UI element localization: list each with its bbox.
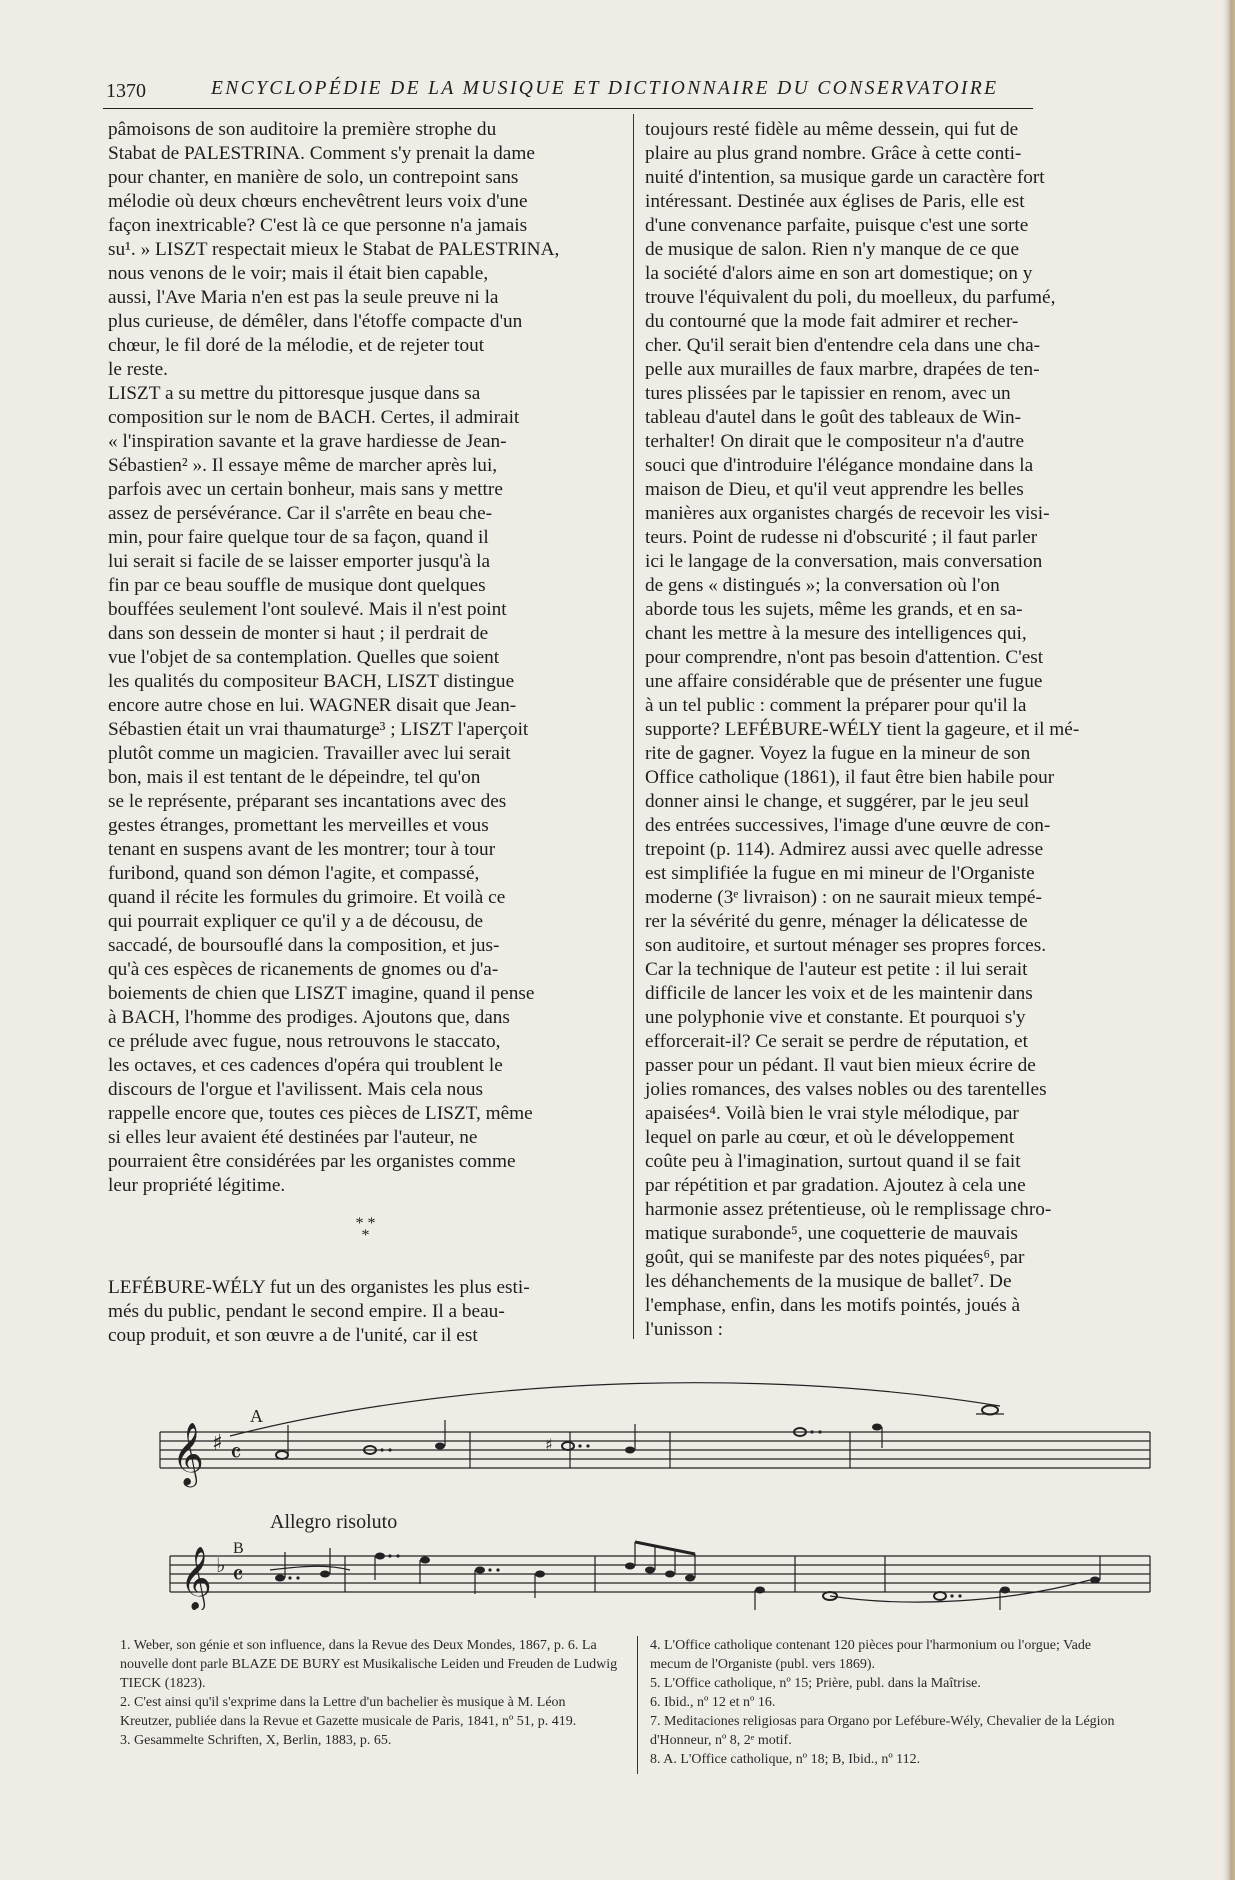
footnote-8: 8. A. L'Office catholique, nº 18; B, Ibid., nº 112. [650, 1752, 921, 1767]
page-edge [1223, 0, 1235, 1880]
right-column [645, 118, 1155, 1342]
footnote-7: 7. Meditaciones religiosas para Organo por Lefébure-Wély, Chevalier de la Légion d'Honneur, nº 8, 2ᵉ motif. [650, 1714, 1115, 1748]
common-time-icon: 𝄴 [230, 1439, 242, 1469]
left-column [108, 118, 623, 1348]
footnote-4: 4. L'Office catholique contenant 120 pièces pour l'harmonium ou l'orgue; Vade mecum de l'Organiste (publ. vers 1869). [650, 1638, 1092, 1672]
flat-icon: ♭ [216, 1553, 226, 1577]
treble-clef-icon: 𝄞 [172, 1422, 204, 1485]
column-divider [633, 114, 634, 1339]
label-a: A [250, 1406, 263, 1426]
footnote-2: 2. C'est ainsi qu'il s'exprime dans la Lettre d'un bachelier ès musique à M. Léon Kreutzer, publiée dans la Revue et Gazette musicale de Paris, 1841, nº 51, p. 419. [120, 1695, 577, 1729]
staff-a [160, 1383, 1150, 1468]
footnote-3: 3. Gesammelte Schriften, X, Berlin, 1883, p. 65. [120, 1733, 392, 1748]
tempo-b: Allegro risoluto [270, 1511, 398, 1533]
page-header [103, 78, 1033, 109]
left-paragraph-2: LISZT a su mettre du pittoresque jusque dans sa composition sur le nom de BACH. Certes, il admirait « l'inspiration savante et la grave hardiesse de Jean- Sébastien² ». Il essaye même de marcher après lui, parfois avec un certain bonheur, mais sans y mettre assez de persévérance. Car il s'arrête en beau che- min, pour faire quelque tour de sa façon, quand il lui serait si facile de se laisser emporter jusqu'à la fin par ce beau souffle de musique dont quelques bouffées seulement l'ont soulevé. Mais il n'est point dans son dessein de monter si haut ; il perdrait de vue l'objet de sa contemplation. Quelles que soient les qualités du compositeur BACH, LISZT distingue encore autre chose en lui. WAGNER disait que Jean- Sébastien était un vrai thaumaturge³ ; LISZT l'aperçoit plutôt comme un magicien. Travailler avec lui serait bon, mais il est tentant de le dépeindre, tel qu'on se le représente, préparant ses incantations avec des gestes étranges, promettant les merveilles et vous tenant en suspens avant de les montrer; tour à tour furibond, quand son démon l'agite, et compassé, quand il récite les formules du grimoire. Et voilà ce qui pourrait expliquer ce qu'il y a de décousu, de saccadé, de boursouflé dans la composition, et jus- qu'à ces espèces de ricanements de gnomes ou d'a- boiements de chien que LISZT imagine, quand il pense à BACH, l'homme des prodiges. Ajoutons que, dans ce prélude avec fugue, nous retrouvons le staccato, les octaves, et ces cadences d'opéra qui troublent le discours de l'orgue et l'avilissent. Mais cela nous rappelle encore que, toutes ces pièces de LISZT, même si elles leur avaient été destinées par l'auteur, ne pourraient être considérées par les organistes comme leur propriété légitime. [108, 383, 535, 1196]
running-title: ENCYCLOPÉDIE DE LA MUSIQUE ET DICTIONNAIRE DU CONSERVATOIRE [211, 78, 999, 99]
music-notation [150, 1370, 1160, 1610]
label-b: B [233, 1540, 244, 1557]
left-paragraph-3: LEFÉBURE-WÉLY fut un des organistes les plus esti- més du public, pendant le second empire. Il a beau- coup produit, et son œuvre a de l'unité, car il est [108, 1277, 530, 1346]
footnote-5: 5. L'Office catholique, nº 15; Prière, publ. dans la Maîtrise. [650, 1676, 981, 1691]
notes-b [275, 1542, 1100, 1610]
footnote-1: 1. Weber, son génie et son influence, dans la Revue des Deux Mondes, 1867, p. 6. La nouvelle dont parle BLAZE DE BURY est Musikalische Leiden und Freuden de Ludwig TIECK (1823). [120, 1638, 618, 1691]
sharp-icon: ♯ [212, 1431, 223, 1456]
footnotes-left [120, 1636, 620, 1750]
staff-b [170, 1556, 1150, 1592]
music-example [150, 1370, 1160, 1614]
treble-clef-b-icon: 𝄞 [180, 1546, 212, 1609]
section-separator: * * * [355, 1215, 376, 1244]
left-paragraph-1: pâmoisons de son auditoire la première strophe du Stabat de PALESTRINA. Comment s'y prenait la dame pour chanter, en manière de solo, un contrepoint sans mélodie où deux chœurs enchevêtrent leurs voix d'une façon inextricable? C'est là ce que personne n'a jamais su¹. » LISZT respectait mieux le Stabat de PALESTRINA, nous venons de le voir; mais il était bien capable, aussi, l'Ave Maria n'en est pas la seule preuve ni la plus curieuse, de démêler, dans l'étoffe compacte d'un chœur, le fil doré de la mélodie, et de rejeter tout le reste. [108, 119, 560, 380]
footnote-6: 6. Ibid., nº 12 et nº 16. [650, 1695, 776, 1710]
footnote-divider [637, 1636, 638, 1774]
svg-text:♯: ♯ [545, 1435, 553, 1454]
page-number: 1370 [106, 80, 146, 102]
common-time-b-icon: 𝄴 [232, 1561, 244, 1591]
footnotes-right [650, 1636, 1130, 1769]
right-paragraph-1: toujours resté fidèle au même dessein, qui fut de plaire au plus grand nombre. Grâce à cette conti- nuité d'intention, sa musique garde un caractère fort intéressant. Destinée aux églises de Paris, elle est d'une convenance parfaite, puisque c'est une sorte de musique de salon. Rien n'y manque de ce que la société d'alors aime en son art domestique; on y trouve l'équivalent du poli, du moelleux, du parfumé, du contourné que la mode fait admirer et recher- cher. Qu'il serait bien d'entendre cela dans une cha- pelle aux murailles de faux marbre, drapées de ten- tures plissées par le tapissier en renom, avec un tableau d'autel dans le goût des tableaux de Win- terhalter! On dirait que le compositeur n'a d'autre souci que d'introduire l'élégance mondaine dans la maison de Dieu, et qu'il veut apprendre les belles manières aux organistes chargés de recevoir les visi- teurs. Point de rudesse ni d'obscurité ; il faut parler ici le langage de la conversation, mais conversation de gens « distingués »; la conversation où l'on aborde tous les sujets, même les grands, et en sa- chant les mettre à la mesure des intelligences qui, pour comprendre, n'ont pas besoin d'attention. C'est une affaire considérable que de présenter une fugue à un tel public : comment la préparer pour qu'il la supporte? LEFÉBURE-WÉLY tient la gageure, et il mé- rite de gagner. Voyez la fugue en la mineur de son Office catholique (1861), il faut être bien habile pour donner ainsi le change, et suggérer, par le jeu seul des entrées successives, l'image d'une œuvre de con- trepoint (p. 114). Admirez aussi avec quelle adresse est simplifiée la fugue en mi mineur de l'Organiste moderne (3ᵉ livraison) : on ne saurait mieux tempé- rer la sévérité du genre, ménager la délicatesse de son auditoire, et surtout ménager ses propres forces. Car la technique de l'auteur est petite : il lui serait difficile de lancer les voix et de les maintenir dans une polyphonie vive et constante. Et pourquoi s'y efforcerait-il? Ce serait se perdre de réputation, et passer pour un pédant. Il vaut bien mieux écrire de jolies romances, des valses nobles ou des tarentelles apaisées⁴. Voilà bien le vrai style mélodique, par lequel on parle au cœur, et où le développement coûte peu à l'imagination, surtout quand il se fait par répétition et par gradation. Ajoutez à cela une harmonie assez prétentieuse, où le remplissage chro- matique surabonde⁵, une coquetterie de mauvais goût, qui se manifeste par des notes piquées⁶, par les déhanchements de la musique de ballet⁷. De l'emphase, enfin, dans les motifs pointés, joués à l'unisson : [645, 119, 1080, 1340]
